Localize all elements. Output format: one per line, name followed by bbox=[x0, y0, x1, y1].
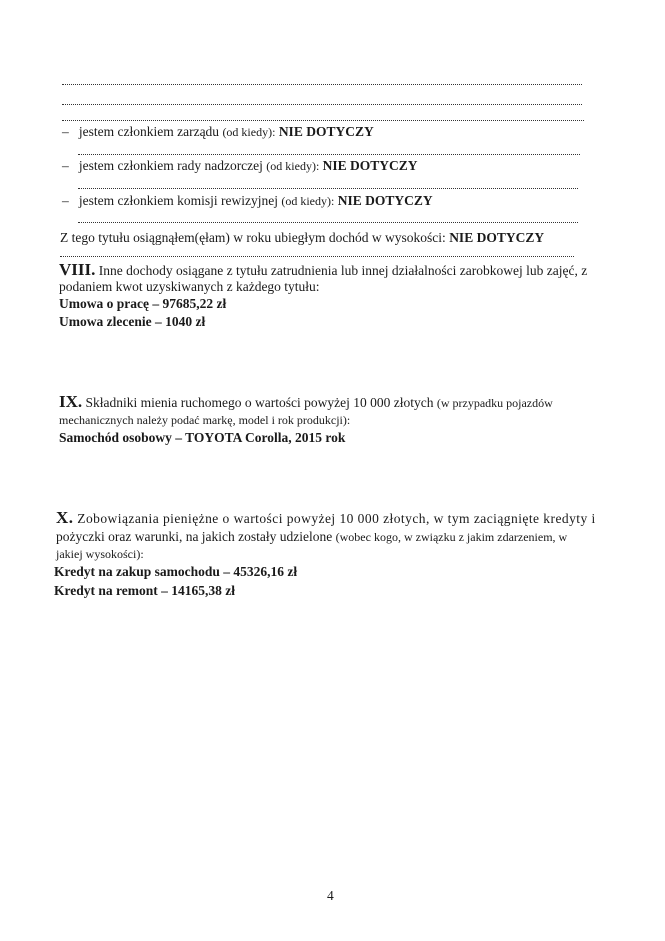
section-number: X. bbox=[56, 508, 74, 527]
answer-text: Samochód osobowy – TOYOTA Corolla, 2015 rok bbox=[59, 430, 346, 445]
dash: – bbox=[62, 124, 69, 139]
item-value: NIE DOTYCZY bbox=[337, 193, 433, 208]
income-value: NIE DOTYCZY bbox=[449, 230, 545, 245]
member-board-line bbox=[62, 124, 374, 140]
section-text-line bbox=[56, 529, 567, 545]
dotted-line bbox=[62, 104, 582, 105]
answer-text: Umowa zlecenie – 1040 zł bbox=[59, 314, 206, 329]
section-text-small: (w przypadku pojazdów bbox=[436, 396, 553, 410]
section-text: jakiej wysokości): bbox=[56, 547, 144, 561]
dash: – bbox=[62, 158, 69, 173]
section-text: mechanicznych należy podać markę, model i rok produkcji): bbox=[59, 413, 351, 427]
dotted-line bbox=[62, 120, 584, 121]
item-hint: (od kiedy): bbox=[222, 125, 276, 139]
member-audit-line bbox=[62, 193, 433, 209]
dotted-line bbox=[60, 256, 574, 257]
section-text-small: (wobec kogo, w związku z jakim zdarzeniem, w bbox=[335, 530, 568, 544]
section-text: pożyczki oraz warunki, na jakich zostały udzielone bbox=[56, 529, 333, 544]
item-label: jestem członkiem rady nadzorczej bbox=[78, 158, 263, 173]
section-text: Zobowiązania pieniężne o wartości powyżej 10 000 złotych, w tym zaciągnięte kredyty i bbox=[77, 511, 596, 526]
section8-heading bbox=[59, 262, 587, 279]
section-text: podaniem kwot uzyskiwanych z każdego tytułu: bbox=[59, 279, 320, 294]
page-number: 4 bbox=[327, 888, 334, 903]
item-value: NIE DOTYCZY bbox=[322, 158, 418, 173]
member-supervisory-line bbox=[62, 158, 418, 174]
dotted-line bbox=[78, 154, 580, 155]
answer bbox=[59, 314, 205, 330]
item-label: jestem członkiem komisji rewizyjnej bbox=[78, 193, 278, 208]
section-number: VIII. bbox=[59, 260, 96, 279]
section9-heading bbox=[59, 394, 553, 411]
answer bbox=[54, 564, 297, 580]
answer bbox=[59, 430, 345, 446]
item-value: NIE DOTYCZY bbox=[278, 124, 374, 139]
section-number: IX. bbox=[59, 392, 83, 411]
item-hint: (od kiedy): bbox=[281, 194, 335, 208]
dash: – bbox=[62, 193, 69, 208]
answer-text: Kredyt na remont – 14165,38 zł bbox=[54, 583, 235, 598]
dotted-line bbox=[62, 84, 582, 85]
income-line bbox=[60, 230, 544, 246]
item-label: jestem członkiem zarządu bbox=[78, 124, 220, 139]
answer bbox=[54, 583, 235, 599]
income-label: Z tego tytułu osiągnąłem(ęłam) w roku ubiegłym dochód w wysokości: bbox=[60, 230, 446, 245]
section10-heading bbox=[56, 510, 596, 527]
item-hint: (od kiedy): bbox=[266, 159, 320, 173]
answer-text: Umowa o pracę – 97685,22 zł bbox=[59, 296, 227, 311]
section-text: Składniki mienia ruchomego o wartości powyżej 10 000 złotych bbox=[85, 395, 434, 410]
section-text: Inne dochody osiągane z tytułu zatrudnienia lub innej działalności zarobkowej lub zajęć, z bbox=[98, 263, 588, 278]
answer bbox=[59, 296, 226, 312]
dotted-line bbox=[78, 188, 578, 189]
answer-text: Kredyt na zakup samochodu – 45326,16 zł bbox=[54, 564, 298, 579]
dotted-line bbox=[78, 222, 578, 223]
